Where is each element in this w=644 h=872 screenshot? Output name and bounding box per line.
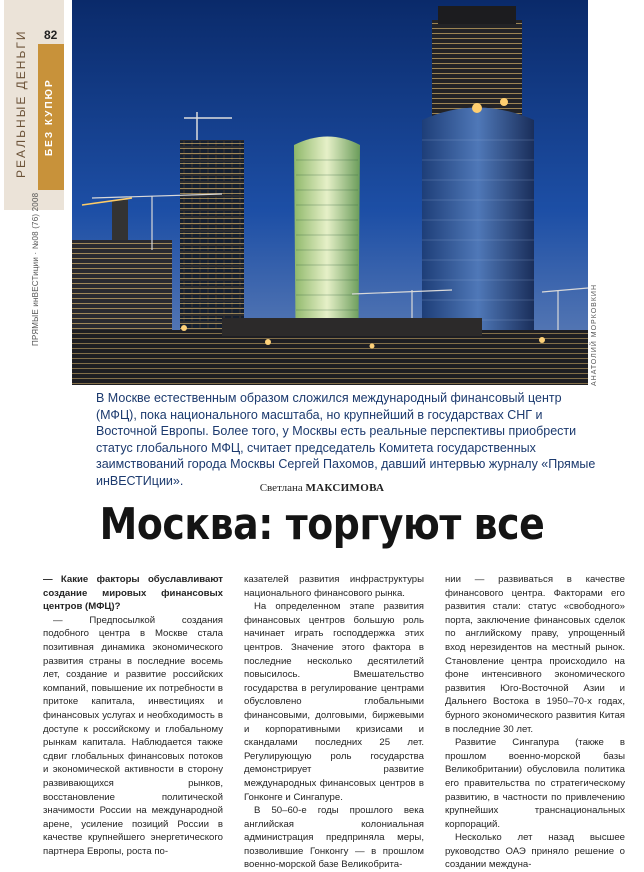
article-paragraph: нии — развиваться в качестве финансового центра. Факторами его развития стали: статус «свободного» порта, заключение финансовых сделок по английскому праву, упрощенный вход нерезидентов на местный рынок. Становление центра происходило на фоне интенсивного экономического развития Юго-Восточной Азии и Дальнего Востока в 1950–70-х годах, бурного экономического развития Китая в последние 30 лет. (445, 574, 625, 735)
section-subtitle: БЕЗ КУПЮР (44, 78, 55, 156)
issue-info: ПРЯМЫЕ инВЕСТиции · №08 (76) 2008 (31, 192, 40, 346)
article-column-3 (445, 573, 625, 872)
article-column-1 (43, 573, 223, 858)
author-last-name: МАКСИМОВА (305, 482, 385, 494)
article-paragraph: — Предпосылкой создания подобного центра в Москве стала позитивная динамика экономического развития страны в последние восемь лет, создание и развитие российских компаний, повышение их потребности в притоке капитала, инвестициях и финансовых услугах и необходимость в доступе к российскому и глобальному рынкам капитала. Наблюдается также сдвиг глобальных финансовых потоков и экономической активности в сторону развивающихся рынков, восстановление политической значимости России на международной арене, усиление позиций России в качестве крупнейшего энергетического партнера Европы, роста по- (43, 614, 223, 857)
author-first-name: Светлана (259, 482, 303, 494)
article-paragraph: Несколько лет назад высшее руководство ОАЭ приняло решение о создании междуна- (445, 832, 625, 871)
lead-paragraph (96, 390, 596, 489)
photo-credit: АНАТОЛИЙ МОРКОВКИН (591, 284, 598, 386)
article-paragraph: В 50–60-е годы прошлого века английская колониальная администрация предприняла меры, позволившие Гонконгу — в прошлом военно-морской базе Великобрита- (244, 805, 424, 871)
section-title: РЕАЛЬНЫЕ ДЕНЬГИ (14, 29, 28, 178)
article-paragraph: На определенном этапе развития финансовых центров большую роль начинает играть господдержка этих центров. Значение этого фактора в последние несколько десятилетий повысилось. Вмешательство государства в регулирование центрами обусловлено глобальными финансовыми, долговыми, биржевыми и корпоративными кризисами и скандалами последних 25 лет. Регулирующую роль государства демонстрирует развитие международных финансовых центров в Гонконге и Сингапуре. (244, 601, 424, 803)
page-number: 82 (44, 28, 58, 42)
headline: Москва: торгуют все (99, 499, 545, 550)
byline (0, 482, 644, 494)
interview-question: — Какие факторы обуславливают создание мировых финансовых центров (МФЦ)? (43, 574, 223, 613)
cover-photo (72, 0, 588, 385)
moscow-city-skyline-illustration (72, 0, 588, 385)
lead-text: В Москве естественным образом сложился международный финансовый центр (МФЦ), пока национального масштаба, но крупнейший в государствах СНГ и Восточной Европы. Более того, у Москвы есть реальные перспективы приобрести статус глобального МФЦ, считает председатель Комитета государственных заимствований города Москвы Сергей Пахомов, давший интервью журналу «Прямые инВЕСТИции». (96, 391, 596, 488)
article-column-2 (244, 573, 424, 872)
article-paragraph: Развитие Сингапура (также в прошлом военно-морской базы Великобритании) обусловила политика его правительства по стратегическому развитию, в частности по привлечению крупнейших транснациональных корпораций. (445, 737, 625, 830)
article-paragraph: казателей развития инфраструктуры национального финансового рынка. (244, 574, 424, 599)
